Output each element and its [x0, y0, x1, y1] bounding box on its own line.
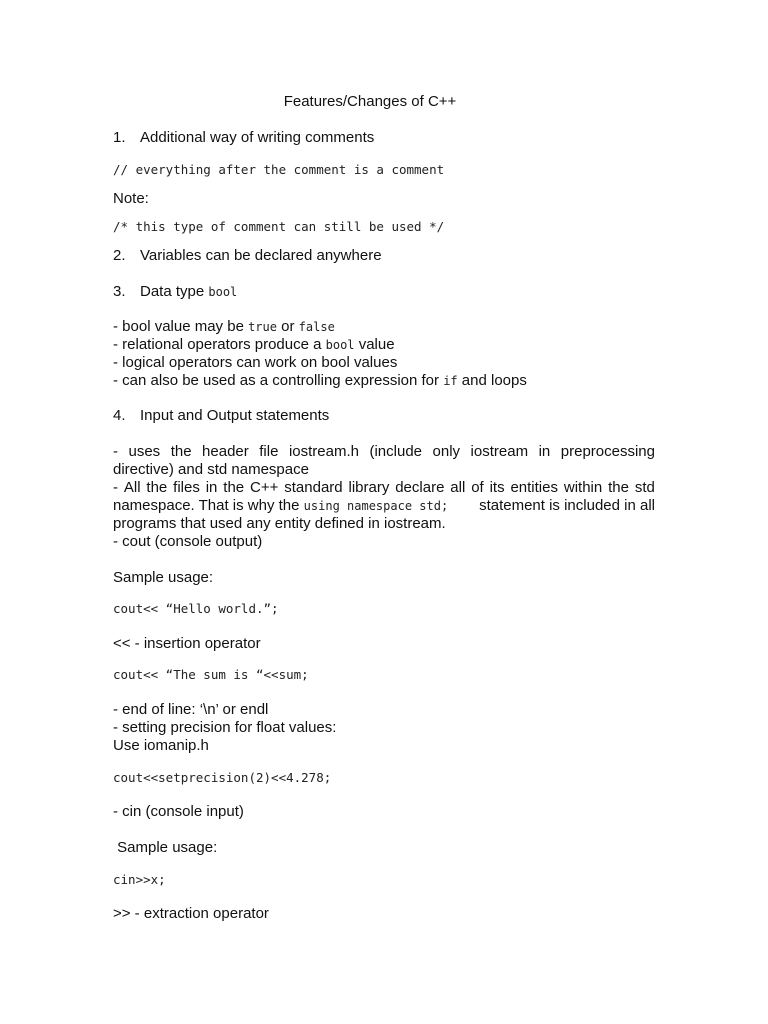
section-number: 1. [113, 129, 126, 146]
word: C++ [250, 479, 279, 496]
word: iostream [470, 443, 529, 460]
text: and loops [457, 372, 527, 389]
word: the [146, 479, 168, 496]
code-line-setprecision: cout<<setprecision(2)<<4.278; [113, 770, 332, 785]
inline-code: if [443, 374, 458, 388]
sample-usage-label-2: Sample usage: [113, 839, 218, 856]
justified-line [113, 497, 655, 515]
word: the [608, 479, 629, 496]
paragraph-line: programs that used any entity defined in iostream. [113, 515, 446, 532]
precision-text: - setting precision for float values: [113, 719, 337, 736]
section-title: Variables can be declared anywhere [140, 247, 382, 264]
word: the [223, 479, 245, 496]
text: - bool value may be [113, 318, 249, 335]
section-title: Input and Output statements [140, 407, 330, 424]
word: file [259, 443, 279, 460]
section-3-heading [113, 283, 237, 301]
section-number: 2. [113, 247, 126, 264]
word: files [173, 479, 200, 496]
paragraph-namespace [113, 479, 655, 533]
insertion-operator-text: << - insertion operator [113, 635, 261, 652]
text: or [276, 318, 299, 335]
paragraph-line: directive) and std namespace [113, 461, 309, 478]
text: - relational operators produce a [113, 336, 326, 353]
bullet-bool-values [113, 318, 335, 336]
word: of [471, 479, 484, 496]
word: in [205, 479, 218, 496]
word: standard [284, 479, 343, 496]
bullet-cout: - cout (console output) [113, 533, 263, 550]
text: namespace. That is why the [113, 497, 304, 514]
word: declare [395, 479, 445, 496]
extraction-operator-text: >> - extraction operator [113, 905, 269, 922]
code-line-block-comment: /* this type of comment can still be used */ [113, 219, 445, 234]
inline-code: bool [325, 338, 355, 352]
section-2-heading [113, 247, 382, 265]
word: std [634, 479, 655, 496]
word: - [113, 443, 118, 460]
word: - [113, 479, 118, 496]
section-number: 4. [113, 407, 126, 424]
code-line-sum: cout<< “The sum is “<<sum; [113, 667, 309, 682]
bullet-cin: - cin (console input) [113, 803, 244, 820]
bullet-controlling-expression [113, 372, 527, 390]
paragraph-iostream [113, 443, 655, 479]
sample-usage-label: Sample usage: [113, 569, 214, 586]
bullet-relational-operators [113, 336, 395, 354]
text: value [354, 336, 395, 353]
justified-line [113, 479, 655, 497]
word: within [563, 479, 603, 496]
section-number: 3. [113, 283, 126, 300]
word: its [489, 479, 505, 496]
word: (include [369, 443, 423, 460]
code-line-single-comment: // everything after the comment is a comment [113, 162, 445, 177]
justified-line [113, 443, 655, 461]
section-1-heading [113, 129, 374, 147]
iomanip-text: Use iomanip.h [113, 737, 209, 754]
word: iostream.h [288, 443, 359, 460]
word: entities [510, 479, 558, 496]
word: library [348, 479, 390, 496]
inline-code: bool [208, 285, 238, 299]
page-title: Features/Changes of C++ [283, 93, 457, 110]
word: All [123, 479, 141, 496]
inline-code: true [248, 320, 277, 334]
section-4-heading [113, 407, 329, 425]
inline-code: using namespace std; [303, 499, 449, 513]
word: in [538, 443, 551, 460]
end-of-line-text: - end of line: ‘\n’ or endl [113, 701, 269, 718]
bullet-logical-operators: - logical operators can work on bool values [113, 354, 398, 371]
code-line-hello: cout<< “Hello world.”; [113, 601, 279, 616]
word: header [202, 443, 249, 460]
inline-code: false [298, 320, 335, 334]
word: all [450, 479, 466, 496]
word: the [170, 443, 192, 460]
word: only [432, 443, 461, 460]
word: uses [128, 443, 161, 460]
section-title: Data type [140, 283, 209, 300]
word: preprocessing [560, 443, 655, 460]
code-line-cin: cin>>x; [113, 872, 166, 887]
note-label: Note: [113, 190, 149, 207]
section-title: Additional way of writing comments [140, 129, 375, 146]
text: - can also be used as a controlling expression for [113, 372, 444, 389]
text: statement is included in all [479, 497, 655, 514]
